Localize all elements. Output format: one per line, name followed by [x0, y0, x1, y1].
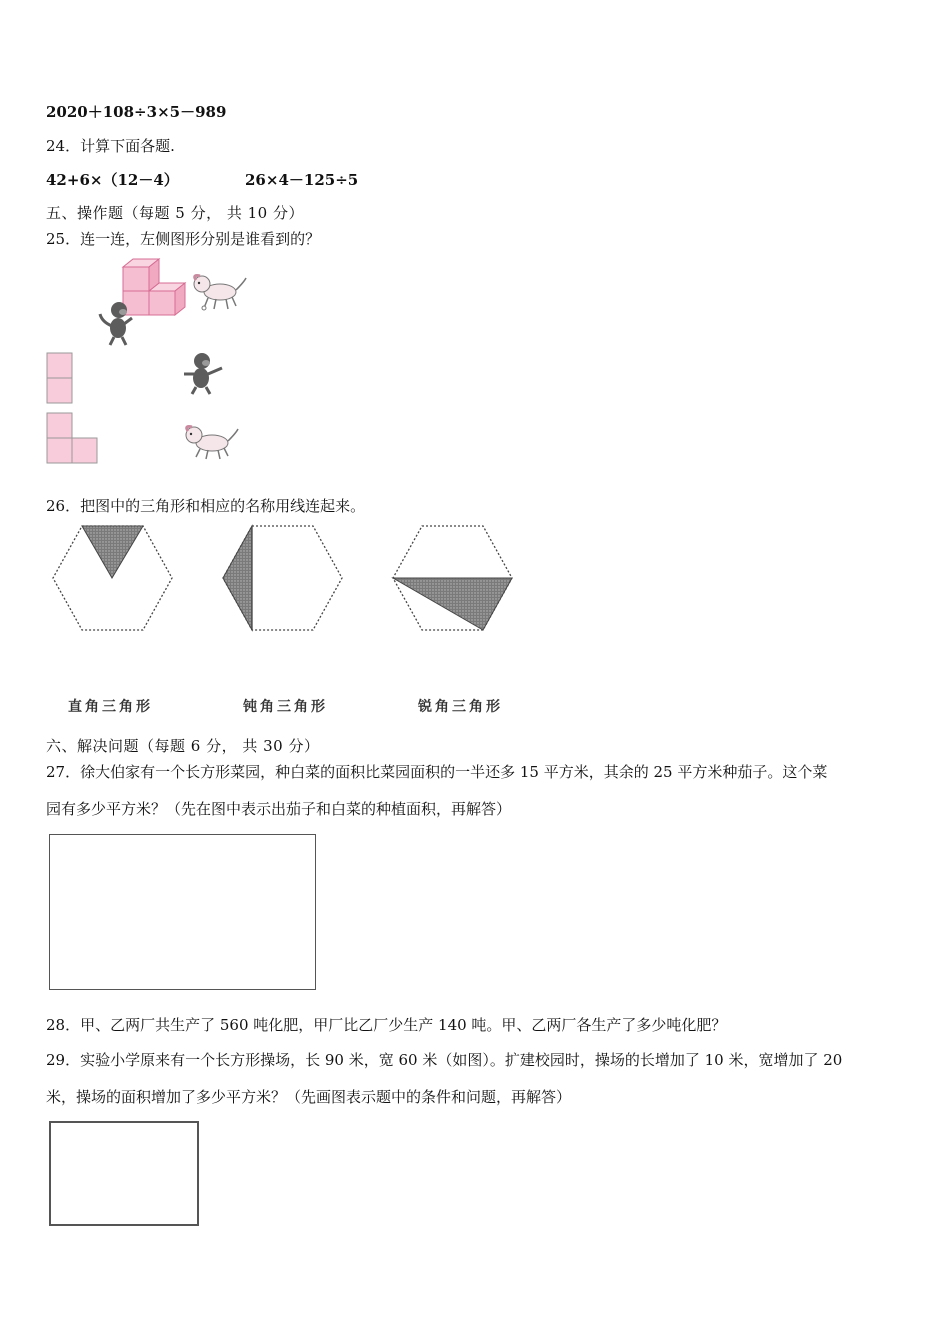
label-right-triangle: 直角三角形: [68, 699, 153, 715]
section-5-title: 五、操作题（每题 5 分， 共 10 分）: [46, 204, 304, 222]
q25-figures: [0, 0, 950, 480]
q29-line-2: 米，操场的面积增加了多少平方米？（先画图表示题中的条件和问题，再解答）: [46, 1088, 572, 1106]
q28-text: 28．甲、乙两厂共生产了 560 吨化肥，甲厂比乙厂少生产 140 吨。甲、乙两厂各生产了多少吨化肥？: [46, 1016, 727, 1034]
label-acute-triangle: 锐角三角形: [418, 699, 503, 715]
q27-line-1: 27．徐大伯家有一个长方形菜园，种白菜的面积比菜园面积的一半还多 15 平方米，其余的 25 平方米种茄子。这个菜: [46, 763, 828, 781]
section-6-title: 六、解决问题（每题 6 分， 共 30 分）: [46, 737, 320, 755]
q25-title: 25．连一连，左侧图形分别是谁看到的？: [46, 230, 321, 248]
q24-title: 24．计算下面各题.: [46, 137, 175, 155]
q27-garden-rectangle: [49, 834, 316, 990]
view-shape-l: [47, 413, 97, 463]
q26-title: 26．把图中的三角形和相应的名称用线连起来。: [46, 497, 366, 515]
hexagon-2: [223, 526, 342, 630]
view-shape-column: [47, 353, 72, 403]
monkey-icon-answer: [184, 353, 222, 394]
dog-icon: [194, 276, 246, 311]
q27-line-2: 园有多少平方米？（先在图中表示出茄子和白菜的种植面积，再解答）: [46, 800, 512, 818]
hexagon-3: [393, 526, 512, 630]
q29-line-1: 29．实验小学原来有一个长方形操场，长 90 米，宽 60 米（如图）。扩建校园时，操场的长增加了 10 米，宽增加了 20: [46, 1051, 843, 1069]
q29-playground-rectangle: [49, 1121, 199, 1226]
hexagon-figures: [0, 520, 950, 660]
q24-expression-2: 26×4－125÷5: [245, 171, 359, 189]
top-expression: 2020＋108÷3×5－989: [46, 103, 227, 121]
hexagon-1: [53, 526, 172, 630]
cube-stack-figure: [123, 259, 185, 315]
label-obtuse-triangle: 钝角三角形: [243, 699, 328, 715]
dog-icon-answer: [186, 427, 238, 460]
q24-expression-1: 42+6×（12－4）: [46, 171, 179, 189]
